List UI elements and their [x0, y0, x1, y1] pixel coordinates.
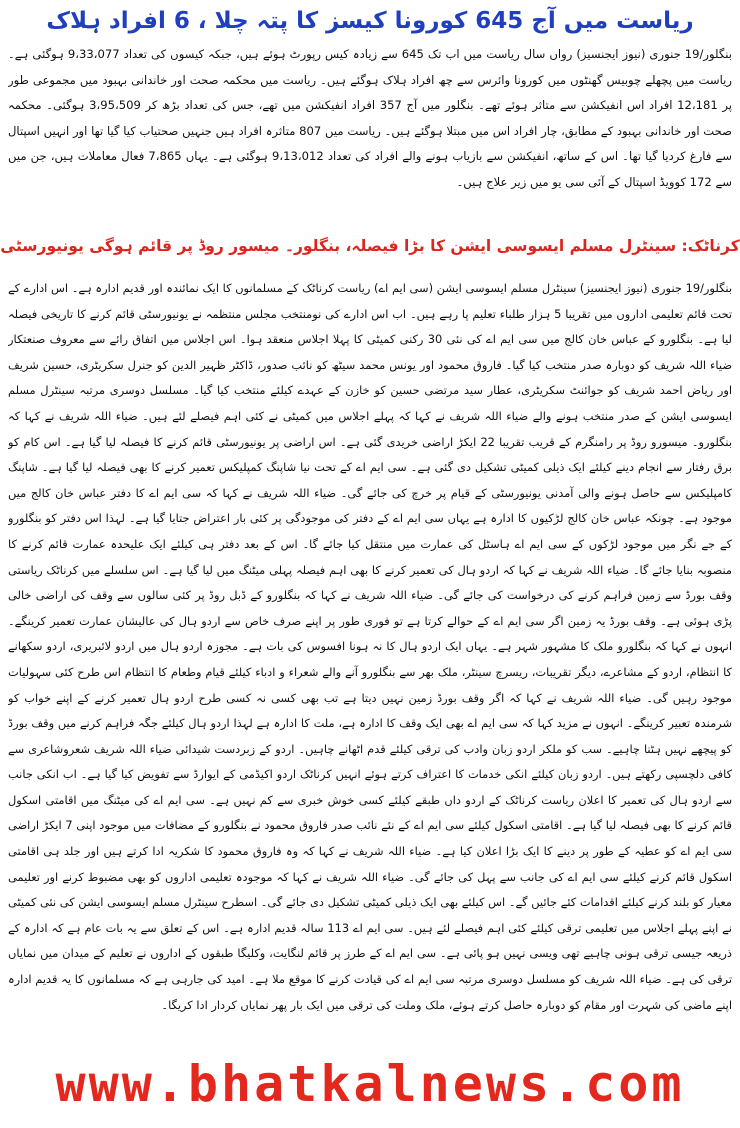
footer-website-url: www.bhatkalnews.com [55, 1055, 685, 1113]
headline-corona-cases: ریاست میں آج 645 کورونا کیسز کا پتہ چلا ، 6 افراد ہلاک [46, 8, 694, 34]
article-cma-body: بنگلور/19 جنوری (نیوز ایجنسیز) سینٹرل مسلم ایسوسی ایشن (سی ایم اے) ریاست کرناٹک کے مسلمانوں کا ایک نمائندہ اور قدیم ادارہ ہے۔ اس ادارے کے تحت قائم تعلیمی اداروں میں تقریبا 5 ہزار طلباء تعلیم پا رہے ہیں۔ اب اس ادارے کی نومنتخب مجلس منتظمہ نے یونیورسٹی قائم کرنے کا تاریخی فیصلہ لیا ہے۔ بنگلورو کے عباس خان کالج میں سی ایم اے کی نئی 30 رکنی کمیٹی کا پہلا اجلاس منعقد ہوا۔ اس اجلاس میں اتفاق رائے سے معروف صنعتکار ضیاء اللہ شریف کو دوبارہ صدر منتخب کیا گیا۔ فاروق محمود اور یونس محمد سیٹھ کو نائب صدور، ڈاکٹر ظہیر الدین کو جنرل سکریٹری، حسین شریف اور ریاض احمد شریف کو جوائنٹ سکریٹری، عطار سید مرتضی حسین کو خازن کے عہدے کیلئے منتخب کیا گیا۔ مسلسل دوسری مرتبہ سینٹرل مسلم ایسوسی ایشن کے صدر منتخب ہونے والے ضیاء اللہ شریف نے کہا کہ پہلے اجلاس میں کمیٹی نے کئی اہم فیصلے لئے ہیں۔ ضیاء اللہ شریف نے کہا کہ بنگلورو۔ میسورو روڈ پر رامنگرم کے قریب تقریبا 22 ایکڑ اراضی خریدی گئی ہے۔ اس اراضی پر یونیورسٹی قائم کرنے کا فیصلہ لیا گیا ہے۔ اس کام کو برق رفتار سے انجام دینے کیلئے ایک ذیلی کمیٹی تشکیل دی گئی ہے۔ سی ایم اے کے تحت نیا شاپنگ کمپلیکس تعمیر کرنے کا بھی فیصلہ لیا گیا ہے۔ شاپنگ کامپلیکس سے حاصل ہونے والی آمدنی یونیورسٹی کے قیام پر خرچ کی جائے گی۔ ضیاء اللہ شریف نے کہا کہ سی ایم اے کا دفتر عباس خان کالج میں موجود ہے۔ چونکہ عباس خان کالج لڑکیوں کا ادارہ ہے یہاں سی ایم اے کے دفتر کی موجودگی پر کئی بار اعتراض جتایا گیا ہے۔ لہذا اس دفتر کو بنگلورو کے جے نگر میں موجود لڑکوں کے سی ایم اے ہاسٹل کی عمارت میں منتقل کیا جائے گا۔ اس کے بعد دفتر ہی کیلئے ایک علیحدہ عمارت قائم کرنے کا منصوبہ بنایا جائے گا۔ ضیاء اللہ شریف نے کہا کہ اردو ہال کی تعمیر کرنے کا بھی اہم فیصلہ پہلی میٹنگ میں لیا گیا ہے۔ اس سلسلے میں کرناٹک ریاستی وقف بورڈ سے زمین فراہم کرنے کی درخواست کی جائے گی۔ ضیاء اللہ شریف نے کہا کہ بنگلورو کے ڈبل روڈ پر کئی سالوں سے وقف کی اراضی خالی پڑی ہوئی ہے۔ وقف بورڈ یہ زمین اگر سی ایم اے کے حوالے کرتا ہے تو فوری طور پر اپنے صرف خاص سے اردو ہال کی عالیشان عمارت تعمیر کرینگے۔ انہوں نے کہا کہ بنگلورو ملک کا مشہور شہر ہے۔ یہاں ایک اردو ہال کا نہ ہونا افسوس کی بات ہے۔ مجوزہ اردو ہال میں اردو لائبریری، اردو سکھانے کا انتظام، اردو کے مشاعرے، دیگر تقریبات، ریسرچ سینٹر، ملک بھر سے بنگلورو آنے والے شعراء و ادباء کیلئے قیام وطعام کا انتظام اس طرح کئی سہولیات موجود رہیں گی۔ ضیاء اللہ شریف نے کہا کہ اگر وقف بورڈ زمین نہیں دیتا ہے تب بھی کسی نہ کسی طرح اردو ہال تعمیر کرنے کے اپنے خواب کو شرمندہ تعبیر کرینگے۔ انہوں نے مزید کہا کہ سی ایم اے بھی ایک وقف کا ادارہ ہے، ملت کا ادارہ ہے لہذا اردو ہال کیلئے جگہ فراہم کرنے میں وقف بورڈ کو پیچھے نہیں ہٹنا چاہیے۔ سب کو ملکر اردو زبان وادب کی ترقی کیلئے قدم اٹھانے چاہیں۔ اردو کے زبردست شیدائی ضیاء اللہ شریف شعروشاعری سے کافی دلچسپی رکھتے ہیں۔ اردو زبان کیلئے انکی خدمات کا اعتراف کرتے ہوئے انہیں کرناٹک اردو اکیڈمی کے ایوارڈ سے تفویض کیا گیا ہے۔ اب انکی جانب سے اردو ہال کی تعمیر کا اعلان ریاست کرناٹک کے اردو داں طبقے کیلئے کسی خوش خبری سے کم نہیں ہے۔ سی ایم اے کی میٹنگ میں اقامتی اسکول قائم کرنے کا بھی فیصلہ لیا گیا ہے۔ اقامتی اسکول کیلئے سی ایم اے کے نئے نائب صدر فاروق محمود نے بنگلورو کے مضافات میں موجود اپنی 7 ایکڑ اراضی سی ایم اے کو عطیہ کے طور پر دینے کا ایک بڑا اعلان کیا ہے۔ ضیاء اللہ شریف نے کہا کہ وہ فاروق محمود کا شکریہ ادا کرتے ہیں اور جلد ہی اقامتی اسکول قائم کرنے کیلئے سی ایم اے کی جانب سے پہل کی جائے گی۔ ضیاء اللہ شریف نے کہا کہ موجودہ تعلیمی اداروں کو بھی مضبوط کرنے اور تعلیمی معیار کو بلند کرنے کیلئے اقدامات کئے جائیں گے۔ اس کیلئے بھی ایک ذیلی کمیٹی تشکیل دی جائے گی۔ اسطرح سینٹرل مسلم ایسوسی ایشن کی نئی کمیٹی نے اپنے پہلے اجلاس میں تعلیمی ترقی کیلئے کئی اہم فیصلے لئے ہیں۔ سی ایم اے 113 سالہ قدیم ادارہ ہے۔ اس کے تعلق سے یہ بات عام ہے کہ ادارہ کے ذریعہ جیسی ترقی ہونی چاہیے تھی ویسی نہیں ہو پائی ہے۔ سی ایم اے کے طرز پر قائم لنگایت، وکلیگا طبقوں کے اداروں نے تعلیم کے میدان میں نمایاں ترقی کی ہے۔ ضیاء اللہ شریف کو مسلسل دوسری مرتبہ سی ایم اے کی قیادت کرنے کا موقع ملا ہے۔ امید کی جارہی ہے کہ مسلمانوں کا یہ قدیم ادارہ اپنے ماضی کی شہرت اور مقام کو دوبارہ حاصل کرتے ہوئے، ملک وملت کی ترقی میں ایک بار پھر نمایاں کردار ادا کریگا۔ [8, 281, 732, 1012]
article-corona-body: بنگلور/19 جنوری (نیوز ایجنسیز) رواں سال ریاست میں اب تک 645 سے زیادہ کیس رپورٹ ہوئے ہیں، جبکہ کیسوں کی تعداد 9،33،077 ہوگئی ہے۔ ریاست میں پچھلے چوبیس گھنٹوں میں کورونا وائرس سے چھ افراد ہلاک ہوگئے ہیں۔ ریاست میں محکمہ صحت اور خاندانی بہبود میں مجموعی طور پر 12،181 افراد اس انفیکشن سے متاثر ہوئے تھے۔ بنگلور میں آج 357 افراد انفیکشن میں تھے، جس کی تعداد بڑھ کر 3،95،509 ہوگئی۔ محکمہ صحت اور خاندانی بہبود کے مطابق، چار افراد اس میں مبتلا ہوگئے ہیں۔ ریاست میں 807 متاثرہ افراد ہیں جنہیں صحتیاب کیا گیا تھا اور انہیں اسپتال سے فارغ کردیا گیا تھا۔ اس کے ساتھ، انفیکشن سے بازیاب ہونے والے افراد کی تعداد 9،13،012 ہوگئی ہے۔ یہاں 7،865 فعال معاملات ہیں، جن میں سے 172 کوویڈ اسپتال کے آئی سی یو میں زیر علاج ہیں۔ [8, 47, 732, 189]
headline-cma-university: کرناٹک: سینٹرل مسلم ایسوسی ایشن کا بڑا فیصلہ، بنگلور۔ میسور روڈ پر قائم ہوگی یونیورسٹی [0, 237, 740, 255]
